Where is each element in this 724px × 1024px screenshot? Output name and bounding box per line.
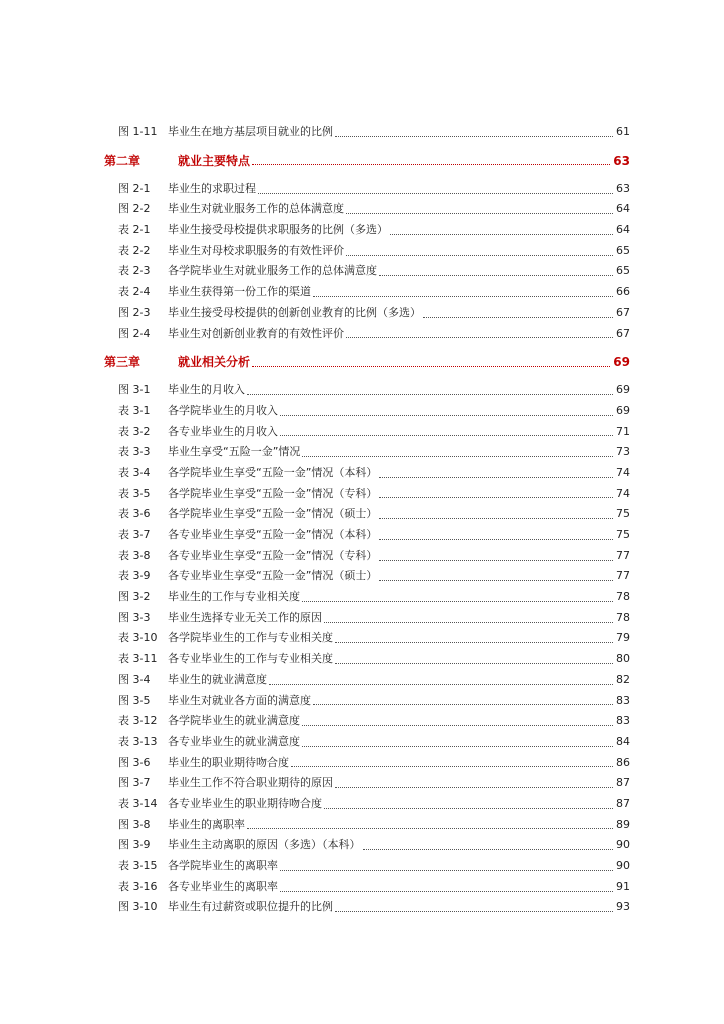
toc-leader-dots (302, 601, 613, 602)
toc-page-number: 86 (616, 755, 630, 769)
toc-page-number: 69 (613, 355, 630, 370)
toc-leader-dots (302, 456, 613, 457)
toc-leader-dots (379, 518, 613, 519)
toc-title: 毕业生对创新创业教育的有效性评价 (168, 326, 344, 340)
toc-entry[interactable] (104, 732, 630, 753)
toc-leader-dots (280, 891, 613, 892)
table-of-contents (104, 122, 630, 918)
toc-title: 毕业生获得第一份工作的渠道 (168, 285, 311, 299)
toc-label: 表 3-8 (118, 548, 151, 562)
toc-title: 毕业生对母校求职服务的有效性评价 (168, 243, 344, 257)
toc-leader-dots (379, 560, 613, 561)
toc-page-number: 66 (616, 285, 630, 299)
toc-leader-dots (335, 136, 613, 137)
toc-leader-dots (280, 415, 613, 416)
toc-page-number: 77 (616, 548, 630, 562)
toc-leader-dots (363, 849, 614, 850)
toc-page-number: 87 (616, 776, 630, 790)
toc-label: 图 3-7 (118, 776, 151, 790)
toc-title: 毕业生的月收入 (168, 383, 245, 397)
toc-label: 图 3-8 (118, 817, 151, 831)
toc-page-number: 74 (616, 465, 630, 479)
toc-entry[interactable] (104, 670, 630, 691)
toc-label: 图 3-10 (118, 900, 158, 914)
toc-label: 图 3-1 (118, 383, 151, 397)
toc-title: 各专业毕业生享受“五险一金”情况（本科） (168, 528, 378, 541)
toc-entry[interactable] (104, 587, 630, 608)
toc-entry[interactable] (104, 628, 630, 649)
toc-entry[interactable] (104, 401, 630, 422)
toc-entry[interactable] (104, 442, 630, 463)
toc-label: 表 3-7 (118, 528, 151, 541)
toc-label: 图 3-4 (118, 672, 151, 686)
toc-entry[interactable] (104, 773, 630, 794)
toc-page-number: 82 (616, 672, 630, 686)
toc-leader-dots (379, 497, 613, 498)
toc-label: 图 3-3 (118, 610, 151, 624)
toc-page-number: 91 (616, 879, 630, 893)
toc-label: 表 3-4 (118, 465, 151, 479)
toc-page-number: 71 (616, 424, 630, 438)
toc-page-number: 79 (616, 631, 630, 645)
toc-title: 毕业生的职业期待吻合度 (168, 755, 289, 769)
toc-page-number: 83 (616, 714, 630, 728)
toc-entry[interactable] (104, 303, 630, 324)
toc-label: 表 3-6 (118, 507, 151, 521)
toc-title: 毕业生的求职过程 (168, 181, 256, 195)
toc-label: 表 2-3 (118, 264, 151, 278)
toc-title: 各学院毕业生的离职率 (168, 859, 278, 872)
toc-title: 毕业生对就业各方面的满意度 (168, 693, 311, 707)
toc-page-number: 87 (616, 796, 630, 810)
toc-label: 图 1-11 (118, 125, 158, 138)
toc-page-number: 77 (616, 569, 630, 583)
toc-label: 表 3-2 (118, 424, 151, 438)
toc-leader-dots (324, 808, 613, 809)
toc-label: 图 3-5 (118, 693, 151, 707)
toc-title: 毕业生的工作与专业相关度 (168, 590, 300, 604)
toc-title: 各专业毕业生的职业期待吻合度 (168, 796, 322, 810)
toc-entry[interactable] (104, 220, 630, 241)
toc-title: 毕业生享受“五险一金”情况 (168, 445, 301, 459)
toc-entry[interactable] (104, 122, 630, 143)
toc-title: 各专业毕业生享受“五险一金”情况（专科） (168, 548, 378, 562)
toc-label: 图 3-9 (118, 838, 151, 852)
toc-label: 图 2-4 (118, 326, 151, 340)
toc-entry[interactable] (104, 566, 630, 587)
toc-label: 表 3-1 (118, 403, 151, 417)
toc-entry[interactable] (104, 835, 630, 856)
toc-title: 各学院毕业生的工作与专业相关度 (168, 631, 333, 645)
toc-page-number: 84 (616, 734, 630, 748)
toc-leader-dots (379, 580, 613, 581)
toc-page-number: 78 (616, 590, 630, 604)
toc-label: 表 2-4 (118, 285, 151, 299)
toc-leader-dots (247, 394, 613, 395)
toc-leader-dots (423, 317, 613, 318)
toc-leader-dots (390, 234, 613, 235)
toc-leader-dots (269, 684, 613, 685)
toc-title: 各专业毕业生的离职率 (168, 879, 278, 893)
toc-entry[interactable] (104, 815, 630, 836)
toc-label: 表 3-12 (118, 714, 158, 728)
toc-page-number: 78 (616, 610, 630, 624)
toc-leader-dots (379, 275, 613, 276)
toc-entry[interactable] (104, 199, 630, 220)
toc-leader-dots (247, 828, 613, 829)
toc-page-number: 73 (616, 445, 630, 459)
toc-entry[interactable] (104, 525, 630, 546)
toc-leader-dots (252, 366, 610, 367)
toc-entry[interactable] (104, 241, 630, 262)
toc-title: 各学院毕业生的就业满意度 (168, 714, 300, 728)
toc-leader-dots (291, 766, 613, 767)
toc-entry[interactable] (104, 261, 630, 282)
toc-page-number: 74 (616, 486, 630, 500)
toc-title: 各专业毕业生的就业满意度 (168, 734, 300, 748)
toc-page-number: 67 (616, 326, 630, 340)
toc-label: 图 2-2 (118, 202, 151, 216)
toc-title: 毕业生对就业服务工作的总体满意度 (168, 202, 344, 216)
toc-page-number: 63 (616, 181, 630, 195)
toc-leader-dots (324, 622, 613, 623)
toc-leader-dots (335, 911, 613, 912)
toc-page-number: 90 (616, 859, 630, 872)
toc-label: 第二章 (104, 153, 141, 168)
toc-title: 各专业毕业生享受“五险一金”情况（硕士） (168, 569, 378, 583)
toc-label: 图 3-6 (118, 755, 151, 769)
toc-entry[interactable] (104, 649, 630, 670)
toc-page-number: 90 (616, 838, 630, 852)
toc-leader-dots (280, 870, 613, 871)
toc-label: 表 3-3 (118, 445, 151, 459)
toc-label: 第三章 (104, 355, 141, 370)
toc-title: 毕业生的离职率 (168, 817, 245, 831)
toc-page-number: 64 (616, 202, 630, 216)
toc-leader-dots (280, 435, 613, 436)
toc-entry[interactable] (104, 504, 630, 525)
toc-label: 图 2-3 (118, 305, 151, 319)
toc-title: 毕业生选择专业无关工作的原因 (168, 610, 322, 624)
toc-chapter-heading[interactable] (104, 149, 630, 173)
toc-page-number: 67 (616, 305, 630, 319)
toc-entry[interactable] (104, 422, 630, 443)
toc-title: 各学院毕业生的月收入 (168, 403, 278, 417)
toc-title: 各专业毕业生的月收入 (168, 424, 278, 438)
toc-title: 各学院毕业生享受“五险一金”情况（专科） (168, 486, 378, 500)
toc-entry[interactable] (104, 691, 630, 712)
toc-leader-dots (258, 193, 613, 194)
toc-entry[interactable] (104, 711, 630, 732)
toc-label: 表 2-1 (118, 223, 151, 237)
toc-leader-dots (313, 704, 613, 705)
toc-entry[interactable] (104, 484, 630, 505)
toc-page-number: 61 (616, 125, 630, 138)
toc-title: 就业相关分析 (178, 355, 251, 370)
toc-title: 毕业生在地方基层项目就业的比例 (168, 125, 333, 138)
toc-title: 各学院毕业生享受“五险一金”情况（硕士） (168, 507, 378, 521)
toc-title: 就业主要特点 (178, 153, 251, 168)
toc-label: 表 3-15 (118, 859, 158, 872)
toc-title: 毕业生的就业满意度 (168, 672, 267, 686)
toc-label: 表 3-14 (118, 796, 158, 810)
toc-label: 表 3-16 (118, 879, 158, 893)
toc-label: 表 2-2 (118, 243, 151, 257)
toc-entry[interactable] (104, 877, 630, 898)
toc-leader-dots (302, 725, 613, 726)
toc-leader-dots (346, 213, 613, 214)
toc-entry[interactable] (104, 179, 630, 200)
toc-leader-dots (252, 164, 610, 165)
toc-title: 毕业生有过薪资或职位提升的比例 (168, 900, 333, 914)
toc-title: 各学院毕业生对就业服务工作的总体满意度 (168, 264, 377, 278)
toc-page-number: 89 (616, 817, 630, 831)
toc-entry[interactable] (104, 794, 630, 815)
toc-page-number: 65 (616, 243, 630, 257)
toc-page-number: 64 (616, 223, 630, 237)
toc-page-number: 69 (616, 383, 630, 397)
toc-page-number: 75 (616, 528, 630, 541)
toc-leader-dots (335, 642, 613, 643)
toc-entry[interactable] (104, 324, 630, 345)
toc-entry[interactable] (104, 897, 630, 918)
toc-page-number: 75 (616, 507, 630, 521)
toc-entry[interactable] (104, 753, 630, 774)
toc-leader-dots (379, 477, 613, 478)
toc-label: 表 3-10 (118, 631, 158, 645)
toc-entry[interactable] (104, 282, 630, 303)
toc-entry[interactable] (104, 463, 630, 484)
toc-title: 各学院毕业生享受“五险一金”情况（本科） (168, 465, 378, 479)
toc-entry[interactable] (104, 380, 630, 401)
toc-leader-dots (313, 296, 613, 297)
toc-page-number: 93 (616, 900, 630, 914)
toc-page-number: 63 (613, 153, 630, 168)
toc-leader-dots (346, 337, 613, 338)
toc-leader-dots (335, 787, 613, 788)
toc-leader-dots (302, 746, 613, 747)
toc-title: 毕业生主动离职的原因（多选）（本科） (168, 838, 361, 852)
toc-chapter-heading[interactable] (104, 350, 630, 374)
toc-entry[interactable] (104, 546, 630, 567)
toc-page-number: 83 (616, 693, 630, 707)
toc-title: 毕业生工作不符合职业期待的原因 (168, 776, 333, 790)
toc-label: 表 3-11 (118, 652, 158, 666)
toc-entry[interactable] (104, 856, 630, 877)
toc-label: 图 3-2 (118, 590, 151, 604)
toc-title: 各专业毕业生的工作与专业相关度 (168, 652, 333, 666)
toc-title: 毕业生接受母校提供的创新创业教育的比例（多选） (168, 305, 421, 319)
toc-leader-dots (379, 539, 613, 540)
toc-label: 表 3-13 (118, 734, 158, 748)
toc-page-number: 65 (616, 264, 630, 278)
toc-label: 图 2-1 (118, 181, 151, 195)
toc-page-number: 69 (616, 403, 630, 417)
toc-title: 毕业生接受母校提供求职服务的比例（多选） (168, 223, 388, 237)
toc-leader-dots (335, 663, 613, 664)
toc-page-number: 80 (616, 652, 630, 666)
toc-label: 表 3-9 (118, 569, 151, 583)
toc-entry[interactable] (104, 608, 630, 629)
toc-label: 表 3-5 (118, 486, 151, 500)
toc-leader-dots (346, 255, 613, 256)
